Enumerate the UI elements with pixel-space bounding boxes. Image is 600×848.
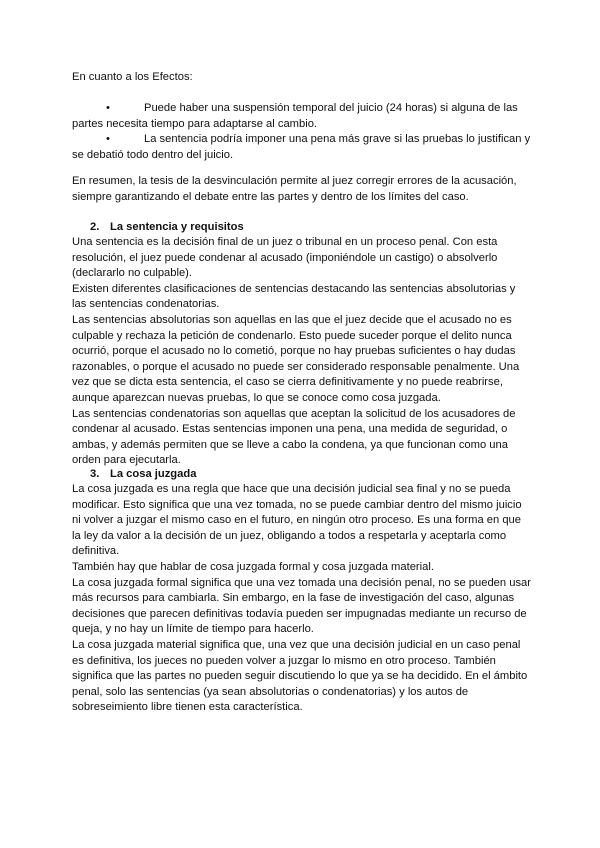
section-body	[72, 235, 532, 469]
bullet-icon: •	[106, 133, 110, 146]
summary-paragraph: En resumen, la tesis de la desvinculación permite al juez corregir errores de la acusación, siempre garantizando el debate entre las partes y dentro de los límites del caso.	[72, 175, 517, 203]
bullet-icon: •	[106, 102, 110, 114]
section-number: 2.	[90, 221, 100, 233]
body-paragraph: La cosa juzgada es una regla que hace que una decisión judicial sea final y no se pueda modificar. Esto significa que una vez tomada, no se puede cambiar dentro del mismo juicio ni volver a juzgar el mismo caso en el futuro, en ningún otro proceso. Es una forma en que la ley da valor a la decisión de un juez, obligando a todos a respetarla y aceptarla como definitiva.	[72, 483, 522, 558]
section-body	[72, 482, 532, 716]
bullet-item	[72, 132, 532, 163]
body-paragraph: Una sentencia es la decisión final de un juez o tribunal en un proceso penal. Con esta resolución, el juez puede condenar al acusado (imponiéndole un castigo) o absolverlo (declararlo no culpable).	[72, 236, 498, 280]
section-title: La sentencia y requisitos	[110, 221, 244, 233]
section-heading	[72, 220, 532, 236]
section-title: La cosa juzgada	[110, 468, 197, 480]
body-paragraph: La cosa juzgada material significa que, una vez que una decisión judicial en un caso penal es definitiva, los jueces no pueden volver a juzgar lo mismo en otro proceso. También significa que las partes no pueden seguir discutiendo lo que ya se ha decidido. En el ámbito penal, solo las sentencias (ya sean absolutorias o condenatorias) y los autos de sobreseimiento libre tienen esta característica.	[72, 638, 528, 714]
body-paragraph: Las sentencias absolutorias son aquellas en las que el juez decide que el acusado no es culpable y rechaza la petición de condenarlo. Esto puede suceder porque el delito nunca ocurrió, porque el acusado no lo cometió, porque no hay pruebas suficientes o hay dudas razonables, o porque el acusado no puede ser considerado responsable penalmente. Una vez que se dicta esta sentencia, el caso se cierra definitivamente y no puede reabrirse, aunque aparezcan nuevas pruebas, lo que se conoce como cosa juzgada.	[72, 313, 520, 404]
body-paragraph: También hay que hablar de cosa juzgada formal y cosa juzgada material.	[72, 560, 434, 573]
body-paragraph: Existen diferentes clasificaciones de sentencias destacando las sentencias absolutorias y las sentencias condenatorias.	[72, 282, 516, 311]
bullet-text: Puede haber una suspensión temporal del juicio (24 horas) si alguna de las partes necesita tiempo para adaptarse al cambio.	[72, 102, 518, 130]
body-paragraph: Las sentencias condenatorias son aquellas que aceptan la solicitud de los acusadores de condenar al acusado. Estas sentencias imponen una pena, una medida de seguridad, o ambas, y además permiten que se lleve a cabo la condena, ya que funcionan como una orden para ejecutarla.	[72, 407, 516, 467]
bullet-item	[72, 101, 532, 132]
section-heading	[72, 467, 532, 483]
section-number: 3.	[90, 468, 100, 480]
body-paragraph: La cosa juzgada formal significa que una vez tomada una decisión penal, no se pueden usar más recursos para cambiarla. Sin embargo, en la fase de investigación del caso, algunas decisiones que parecen definitivas todavía pueden ser impugnadas mediante un recurso de queja, y no hay un límite de tiempo para hacerlo.	[72, 576, 531, 636]
effects-bullet-list	[72, 101, 532, 163]
bullet-text: La sentencia podría imponer una pena más grave si las pruebas lo justifican y se debatió todo dentro del juicio.	[72, 133, 531, 161]
intro-label: En cuanto a los Efectos:	[72, 71, 193, 83]
